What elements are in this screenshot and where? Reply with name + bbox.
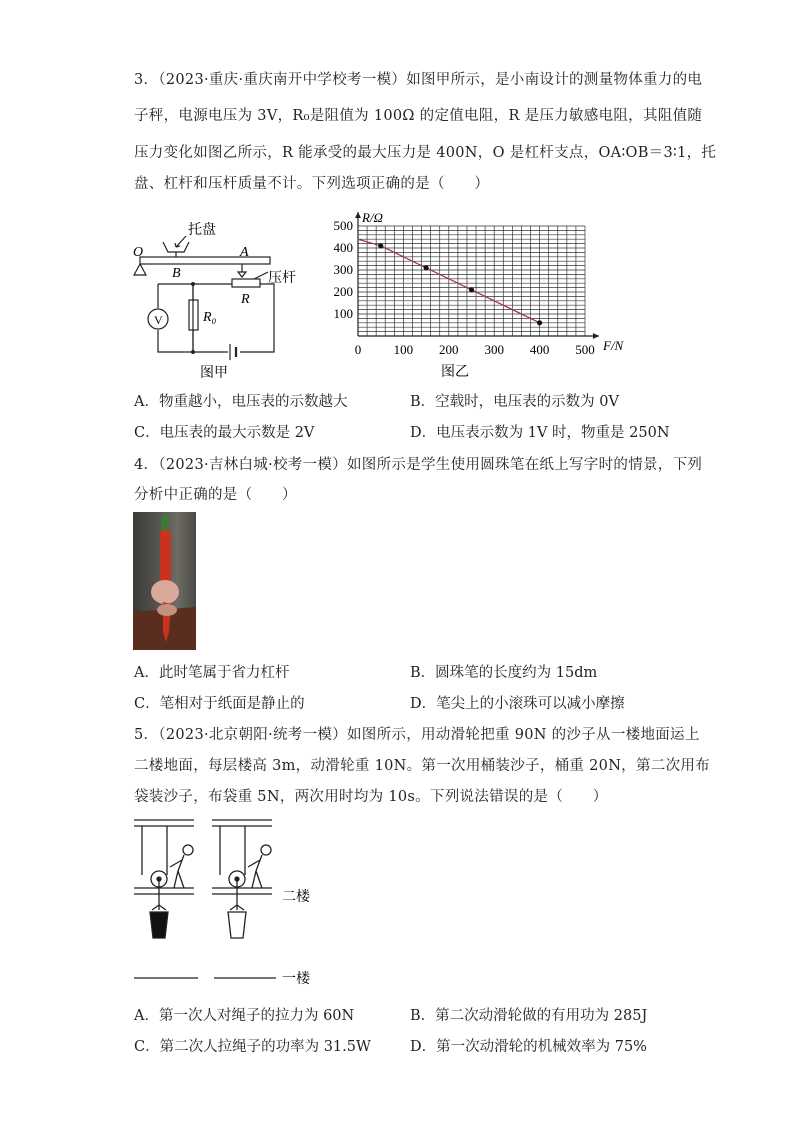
x-tick-label: 0 <box>354 342 362 357</box>
q3-option-b[interactable]: B．空载时，电压表的示数为 0V <box>410 394 619 410</box>
q3-option-a[interactable]: A．物重越小，电压表的示数越大 <box>134 394 348 410</box>
q5-line-3: 袋装沙子，布袋重 5N，两次用时均为 10s。下列说法错误的是（ ） <box>134 789 608 805</box>
q4-option-c[interactable]: C．笔相对于纸面是静止的 <box>134 696 305 712</box>
q3-line-1: 3．（2023·重庆·重庆南开中学校考一模）如图甲所示，是小南设计的测量物体重力的电 <box>134 72 703 88</box>
chart-grid <box>358 226 585 336</box>
fig-a-caption: 图甲 <box>200 366 228 381</box>
cloth-bag <box>228 912 246 938</box>
q5-option-d[interactable]: D．第一次动滑轮的机械效率为 75% <box>410 1039 647 1055</box>
label-R: R <box>241 292 250 307</box>
floor-2-label: 二楼 <box>282 890 310 905</box>
resistance-force-chart <box>325 196 635 386</box>
q4-line-1: 4．（2023·吉林白城·校考一模）如图所示是学生使用圆珠笔在纸上写字时的情景，下列 <box>134 457 703 473</box>
resistor-R <box>232 279 260 287</box>
data-point <box>469 287 474 292</box>
bucket <box>150 912 168 938</box>
pulley-figure <box>128 815 328 995</box>
data-point <box>537 320 542 325</box>
data-point <box>378 243 383 248</box>
q3-option-c[interactable]: C．电压表的最大示数是 2V <box>134 425 315 441</box>
y-axis-arrow <box>355 212 361 218</box>
q5-option-c[interactable]: C．第二次人拉绳子的功率为 31.5W <box>134 1039 371 1055</box>
x-tick-label: 400 <box>529 342 550 357</box>
x-tick-label: 500 <box>575 342 595 357</box>
pivot <box>134 264 146 275</box>
lever-bar <box>140 257 270 264</box>
x-tick-label: 100 <box>393 342 414 357</box>
q3-line-4: 盘、杠杆和压杆质量不计。下列选项正确的是（ ） <box>134 176 490 192</box>
pen-writing-photo <box>133 512 196 650</box>
y-tick-label: 300 <box>333 262 353 277</box>
y-tick-label: 500 <box>333 218 353 233</box>
x-tick-label: 300 <box>484 342 504 357</box>
q5-line-2: 二楼地面，每层楼高 3m，动滑轮重 10N。第一次用桶装沙子，桶重 20N，第二次用布 <box>134 758 710 774</box>
q4-line-2: 分析中正确的是（ ） <box>134 487 297 503</box>
q4-option-a[interactable]: A．此时笔属于省力杠杆 <box>134 665 290 681</box>
x-axis-arrow <box>593 333 599 339</box>
q4-option-d[interactable]: D．笔尖上的小滚珠可以减小摩擦 <box>410 696 625 712</box>
q4-option-b[interactable]: B．圆珠笔的长度约为 15dm <box>410 665 598 681</box>
fig-b-caption: 图乙 <box>441 365 469 380</box>
x-axis-label: F/N <box>603 338 624 353</box>
rod-label: 压杆 <box>268 271 296 286</box>
q3-line-2: 子秤，电源电压为 3V，R₀是阻值为 100Ω 的定值电阻，R 是压力敏感电阻，其阻值随 <box>134 108 703 124</box>
q3-option-d[interactable]: D．电压表示数为 1V 时，物重是 250N <box>410 425 670 441</box>
label-O: O <box>133 245 144 260</box>
press-rod <box>238 264 246 277</box>
q5-option-b[interactable]: B．第二次动滑轮做的有用功为 285J <box>410 1008 648 1024</box>
data-point <box>424 265 429 270</box>
q5-option-a[interactable]: A．第一次人对绳子的拉力为 60N <box>134 1008 355 1024</box>
q5-line-1: 5．（2023·北京朝阳·统考一模）如图所示，用动滑轮把重 90N 的沙子从一楼地面运上 <box>134 727 700 743</box>
y-tick-label: 200 <box>333 284 353 299</box>
floor-1-label: 一楼 <box>282 972 310 987</box>
x-tick-label: 200 <box>439 342 459 357</box>
label-B: B <box>172 266 181 281</box>
y-tick-label: 400 <box>333 240 353 255</box>
label-A: A <box>240 245 249 260</box>
circuit-figure <box>128 212 303 384</box>
label-V: V <box>154 313 163 327</box>
y-axis-label: R/Ω <box>362 210 383 225</box>
y-tick-label: 100 <box>333 306 353 321</box>
label-R0: R₀ <box>203 310 217 325</box>
q3-line-3: 压力变化如图乙所示，R 能承受的最大压力是 400N，O 是杠杆支点，OA∶OB＝3∶1，托 <box>134 145 717 161</box>
tray-label: 托盘 <box>188 223 216 238</box>
